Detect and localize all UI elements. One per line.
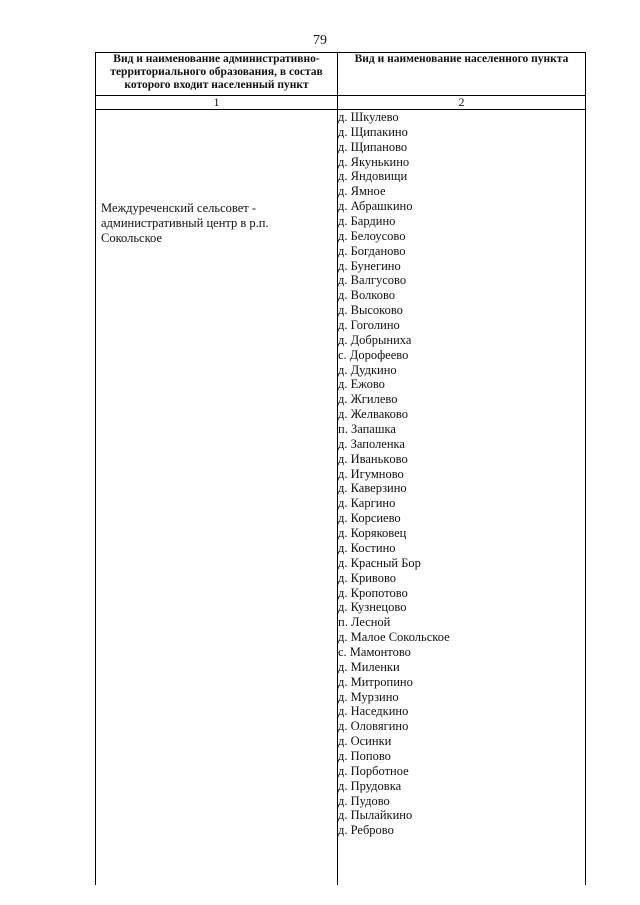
settlement-item: с. Дорофеево [338,347,409,362]
settlement-list-cell [338,110,586,886]
settlement-item: д. Пылайкино [338,808,413,823]
settlement-item: д. Кривово [338,570,397,585]
settlement-item: д. Абрашкино [338,199,413,214]
settlement-item: д. Миленки [338,659,400,674]
settlement-item: с. Мамонтово [338,644,411,659]
settlement-item: д. Бунегино [338,258,401,273]
settlement-item: д. Кузнецово [338,600,407,615]
settlement-item: д. Каверзино [338,481,407,496]
settlement-item: д. Щипаново [338,139,408,154]
settlement-item: д. Желваково [338,407,409,422]
settlement-item: д. Яндовищи [338,169,408,184]
settlement-item: д. Заполенка [338,436,405,451]
settlement-item: д. Шкулево [338,110,399,124]
settlements-table [95,52,586,885]
settlement-item: д. Малое Сокольское [338,630,450,645]
settlement-item: д. Кропотово [338,585,408,600]
table-row [96,110,586,886]
settlement-item: д. Иванькoво [338,451,408,466]
settlement-item: д. Бардино [338,214,396,229]
settlement-item: д. Якунькино [338,154,410,169]
settlement-item: д. Корсиево [338,511,401,526]
settlement-item: д. Красный Бор [338,555,421,570]
settlement-list [338,110,585,838]
settlement-item: д. Жгилево [338,392,398,407]
settlement-item: д. Мурзино [338,689,399,704]
settlement-item: д. Оловягино [338,719,409,734]
admin-unit-cell [96,110,338,886]
settlement-item: д. Богданово [338,243,406,258]
table-header-row [96,53,586,96]
settlement-item: д. Каргино [338,496,396,511]
header-admin-unit: Вид и наименование административно-территориального образования, в состав которого входит населенный пункт [96,53,338,96]
settlement-item: д. Попово [338,748,391,763]
settlement-item: д. Пудово [338,793,390,808]
settlement-item: д. Ямное [338,184,386,199]
column-number-row [96,96,586,110]
settlement-item: д. Валгусово [338,273,407,288]
settlement-item: д. Добрыниха [338,332,412,347]
page-number: 79 [313,33,327,48]
settlement-item: д. Реброво [338,823,394,838]
settlement-item: д. Костино [338,540,396,555]
settlement-item: д. Наседкино [338,704,409,719]
settlement-item: д. Ежово [338,377,385,392]
settlement-item: д. Белоусово [338,228,406,243]
settlement-item: д. Высоково [338,303,403,318]
header-settlement: Вид и наименование населенного пункта [338,53,586,96]
settlement-item: п. Запашка [338,422,396,437]
settlement-item: д. Митропино [338,674,413,689]
settlement-item: д. Щипакино [338,124,408,139]
column-number-2: 2 [338,96,586,110]
settlement-item: д. Прудовка [338,778,402,793]
settlement-item: д. Осинки [338,734,392,749]
settlement-item: д. Порботное [338,763,409,778]
settlement-item: д. Волково [338,288,396,303]
settlement-item: д. Коряковец [338,526,407,541]
settlement-item: д. Дудкино [338,362,397,377]
settlement-item: д. Гоголино [338,318,400,333]
settlement-item: п. Лесной [338,615,391,630]
admin-unit-name: Междуреченский сельсовет - административный центр в р.п. Сокольское [101,201,269,245]
column-number-1: 1 [96,96,338,110]
settlement-item: д. Игумново [338,466,404,481]
